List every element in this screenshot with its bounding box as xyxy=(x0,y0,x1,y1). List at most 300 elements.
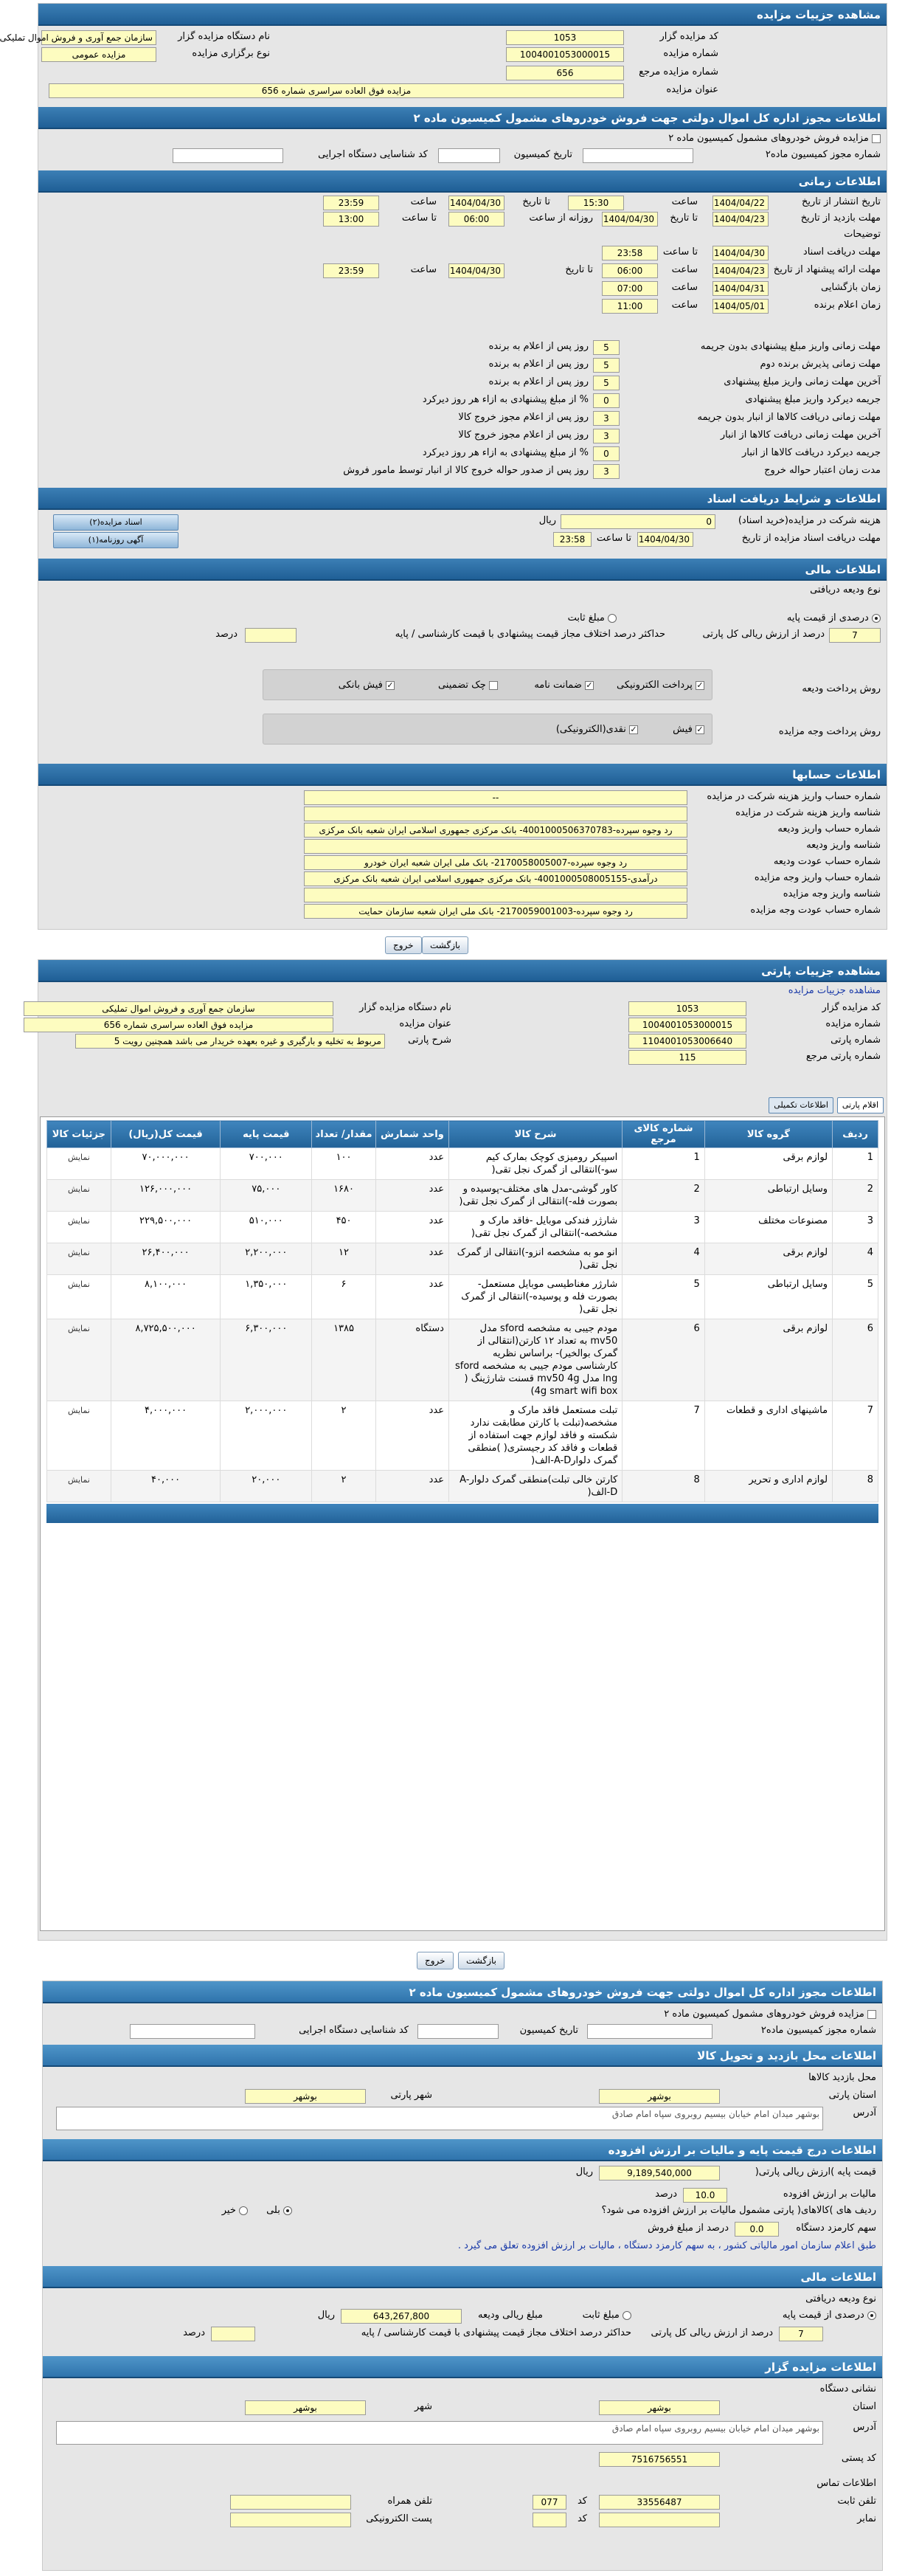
fax-code-field xyxy=(533,2513,566,2527)
vat-no-radio[interactable] xyxy=(239,2206,248,2215)
publish-from-time-field: 15:30 xyxy=(568,196,624,210)
code-field: 1053 xyxy=(506,30,624,45)
rule-value: 3 xyxy=(593,411,620,426)
permit2-title: اطلاعات مجوز اداره کل اموال دولتی جهت فروش خودروهای مشمول کمیسیون ماده ۲ xyxy=(43,1981,882,2003)
table-cell: ۸,۱۰۰,۰۰۰ xyxy=(111,1275,221,1319)
table-cell: ۲,۲۰۰,۰۰۰ xyxy=(221,1243,312,1275)
show-detail-link[interactable]: نمایش xyxy=(47,1319,111,1401)
table-cell: 4 xyxy=(623,1243,704,1275)
fixed-option-label: مبلغ ثابت xyxy=(567,612,605,624)
show-detail-link[interactable]: نمایش xyxy=(47,1401,111,1471)
permit2-exec-field xyxy=(130,2024,255,2039)
visit-city-label: شهر پارتی xyxy=(390,2090,432,2101)
table-cell: ۱۰۰ xyxy=(312,1148,376,1180)
items-header-cell: واحد شمارش xyxy=(375,1121,448,1148)
vat-label: مالیات بر ارزش افزوده xyxy=(783,2189,876,2200)
account-label: شناسه واریز وجه مزایده xyxy=(783,888,881,899)
show-detail-link[interactable]: نمایش xyxy=(47,1471,111,1502)
visit-to-field: 1404/04/30 xyxy=(602,212,658,227)
org-field: سازمان جمع آوری و فروش اموال تملیکی xyxy=(41,30,156,45)
table-cell: ۵۱۰,۰۰۰ xyxy=(221,1212,312,1243)
party-number-field: 1004001053000015 xyxy=(628,1018,746,1032)
method-cheque[interactable] xyxy=(438,677,498,694)
finance2-fixed-option[interactable] xyxy=(583,2307,631,2324)
party-info-block xyxy=(38,1000,887,1074)
party-ref-field: 115 xyxy=(628,1050,746,1065)
vat-no-label: خیر xyxy=(221,2205,236,2216)
auction-detail-panel xyxy=(0,3,887,950)
finance-block xyxy=(38,582,887,759)
publish-to-time-field: 23:59 xyxy=(323,196,379,210)
newspaper-ad-button[interactable]: آگهی روزنامه(۱) xyxy=(53,532,178,548)
account-value xyxy=(304,839,687,854)
phone-code-label: کد xyxy=(577,2496,587,2507)
items-header-cell: ردیف xyxy=(833,1121,878,1148)
table-cell: لوازم اداری و تحریر xyxy=(704,1471,832,1502)
visit-city-field: بوشهر xyxy=(245,2089,366,2104)
permit2-check-label: مزایده فروش خودروهای مشمول کمیسیون ماده ۲ xyxy=(664,2009,864,2020)
table-cell: 6 xyxy=(623,1319,704,1401)
items-header-cell: قیمت پایه xyxy=(221,1121,312,1148)
tab-extra-info[interactable]: اطلاعات تکمیلی xyxy=(769,1097,833,1113)
auctioneer-title: اطلاعات مزایده گزار xyxy=(43,2356,882,2378)
table-cell: ۴۰,۰۰۰ xyxy=(111,1471,221,1502)
account-label: شناسه واریز ودیعه xyxy=(806,840,881,851)
table-cell: ۱۲ xyxy=(312,1243,376,1275)
account-value: رد وجوه سپرده-4001000506370783- بانک مرکزی جمهوری اسلامی ایران شعبه بانک مرکزی xyxy=(304,823,687,838)
table-cell: 3 xyxy=(623,1212,704,1243)
rule-value: 3 xyxy=(593,464,620,479)
table-cell: 5 xyxy=(623,1275,704,1319)
percent-radio[interactable] xyxy=(872,614,881,623)
offer-to-time-field: 23:59 xyxy=(323,263,379,278)
table-cell: ۱۶۸۰ xyxy=(312,1180,376,1212)
exit-button-1[interactable]: خروج xyxy=(385,936,422,954)
table-cell: 2 xyxy=(623,1180,704,1212)
vat-yes-radio[interactable] xyxy=(283,2206,292,2215)
permit2-check-row xyxy=(664,2006,876,2023)
table-cell: 8 xyxy=(833,1471,878,1502)
table-cell: ۴۵۰ xyxy=(312,1212,376,1243)
finance2-title: اطلاعات مالی xyxy=(43,2266,882,2288)
table-cell: ماشینهای اداری و قطعات xyxy=(704,1401,832,1471)
account-value: رد وجوه سپرده-2170059001003- بانک ملی ایران شعبه سازمان حمایت xyxy=(304,904,687,919)
accounts-block xyxy=(38,789,887,935)
account-label: شماره حساب واریز ودیعه xyxy=(777,823,881,835)
table-cell: 1 xyxy=(623,1148,704,1180)
rule-unit: روز پس از اعلام مجوز خروج کالا xyxy=(458,412,589,423)
table-cell: ۶,۳۰۰,۰۰۰ xyxy=(221,1319,312,1401)
to-date-label-3: تا تاریخ xyxy=(565,264,593,275)
exit-button-2[interactable]: خروج xyxy=(417,1952,454,1969)
table-cell: 8 xyxy=(623,1471,704,1502)
table-cell: کارتن خالی تبلت)منطقی گمرک دلوارA-D-الف( xyxy=(448,1471,622,1502)
table-cell: 7 xyxy=(623,1401,704,1471)
table-cell: ۷۰,۰۰۰,۰۰۰ xyxy=(111,1148,221,1180)
show-detail-link[interactable]: نمایش xyxy=(47,1148,111,1180)
deposit-method-label: روش پرداخت ودیعه xyxy=(802,683,881,694)
rule-unit: روز پس از اعلام به برنده xyxy=(488,341,589,352)
finance2-currency: ریال xyxy=(317,2310,335,2321)
rule-label: مهلت زمانی واریز مبلغ پیشنهادی بدون جریمه xyxy=(700,341,881,352)
docs-block xyxy=(38,513,887,557)
timing-title: اطلاعات زمانی xyxy=(38,170,887,193)
max-diff-unit: درصد xyxy=(215,629,237,640)
auction-detail-title: مشاهده جزییات مزایده xyxy=(38,4,887,26)
rule-unit: روز پس از اعلام مجوز خروج کالا xyxy=(458,429,589,441)
percent-option-label: درصدی از قیمت پایه xyxy=(786,612,869,624)
method-receipt-checkbox[interactable]: ✓ xyxy=(386,680,394,690)
rule-label: جریمه دیرکرد دریافت کالاها از انبار xyxy=(742,447,881,458)
fixed-option[interactable] xyxy=(568,610,617,626)
permit-check-label: مزایده فروش خودروهای مشمول کمیسیون ماده ۲ xyxy=(668,133,869,144)
tax-title: اطلاعات درج قیمت پایه و مالیات بر ارزش افزوده xyxy=(43,2139,882,2161)
rule-value: 5 xyxy=(593,376,620,390)
vat-unit: درصد xyxy=(655,2189,677,2200)
rule-unit: روز پس از اعلام به برنده xyxy=(488,376,589,387)
permit2-no-label: شماره مجوز کمیسیون ماده۲ xyxy=(760,2025,876,2036)
exec-id-label: کد شناسایی دستگاه اجرایی xyxy=(318,149,428,160)
table-cell: ۴,۰۰۰,۰۰۰ xyxy=(111,1401,221,1471)
table-cell: عدد xyxy=(375,1243,448,1275)
party-extra-panel xyxy=(42,1981,883,2571)
rule-value: 0 xyxy=(593,393,620,408)
fax-field xyxy=(599,2513,720,2527)
publish-from-field: 1404/04/22 xyxy=(712,196,769,210)
share-label: سهم کارمزد دستگاه xyxy=(796,2223,876,2234)
table-row xyxy=(47,1180,878,1212)
ref-field: 656 xyxy=(506,66,624,80)
party-no-label: شماره پارتی xyxy=(831,1035,881,1046)
mobile-label: تلفن همراه xyxy=(387,2496,432,2507)
visit-from-field: 1404/04/23 xyxy=(712,212,769,227)
table-cell: ۲۲۹,۵۰۰,۰۰۰ xyxy=(111,1212,221,1243)
finance2-percent-field: 7 xyxy=(779,2327,823,2341)
finance2-max-diff-field xyxy=(211,2327,255,2341)
rule-unit: روز پس از اعلام به برنده xyxy=(488,359,589,370)
tab-party-items[interactable]: اقلام پارتی xyxy=(837,1097,884,1113)
price-method-cash[interactable] xyxy=(556,722,638,738)
docs-deadline-date: 1404/04/30 xyxy=(637,532,693,547)
visit-address-field: بوشهر میدان امام خیابان بیسیم روبروی سپاه امام صادق xyxy=(56,2107,823,2130)
table-cell: ۷۵,۰۰۰ xyxy=(221,1180,312,1212)
table-cell: 2 xyxy=(833,1180,878,1212)
offer-from-label: مهلت ارائه پیشنهاد از تاریخ xyxy=(773,264,881,275)
publish-to-field: 1404/04/30 xyxy=(448,196,504,210)
table-cell: اسپیکر رومیزی کوچک بمارک کیم سو-)انتقالی از گمرک نجل تقی( xyxy=(448,1148,622,1180)
auctioneer-city-label: شهر xyxy=(414,2401,432,2412)
percent-desc: درصد از ارزش ریالی کل پارتی xyxy=(702,629,825,640)
vat-question: ردیف های )کالاهای( پارتی مشمول مالیات بر ارزش افزوده می شود؟ xyxy=(601,2205,876,2216)
until-time-label: تا ساعت xyxy=(401,213,437,224)
table-row xyxy=(47,1319,878,1401)
docs-button[interactable]: اسناد مزایده(۲) xyxy=(53,514,178,531)
method-guarantee-label: ضمانت نامه xyxy=(534,680,582,691)
method-guarantee[interactable] xyxy=(534,677,594,694)
rule-label: مهلت زمانی دریافت کالاها از انبار بدون جریمه xyxy=(697,412,881,423)
type-field: مزایده عمومی xyxy=(41,47,156,62)
finance2-percent-radio[interactable] xyxy=(867,2311,876,2320)
method-guarantee-checkbox[interactable]: ✓ xyxy=(586,680,593,690)
rule-label: آخرین مهلت زمانی دریافت کالاها از انبار xyxy=(720,429,881,441)
vat-yes-label: بلی xyxy=(266,2205,280,2216)
show-detail-link[interactable]: نمایش xyxy=(47,1180,111,1212)
party-code-label: کد مزایده گزار xyxy=(822,1002,881,1013)
price-methods-group xyxy=(263,714,712,745)
account-label: شماره حساب عودت وجه مزایده xyxy=(750,905,881,916)
table-cell: عدد xyxy=(375,1180,448,1212)
table-cell: 6 xyxy=(833,1319,878,1401)
account-label: شناسه واریز هزینه شرکت در مزایده xyxy=(735,807,881,818)
party-subtitle: مشاهده جزییات مزایده xyxy=(788,985,881,996)
table-cell: ۲,۰۰۰,۰۰۰ xyxy=(221,1401,312,1471)
exec-id-field xyxy=(173,148,283,163)
fixed-radio[interactable] xyxy=(608,614,617,623)
items-table-frame xyxy=(40,1116,885,1931)
time-label-2: ساعت xyxy=(410,196,437,207)
rule-label: مهلت زمانی پذیرش برنده دوم xyxy=(760,359,881,370)
publish-from-label: تاریخ انتشار از تاریخ xyxy=(801,196,881,207)
items-table-footer xyxy=(46,1504,878,1523)
back-button-2[interactable]: بازگشت xyxy=(458,1952,504,1969)
account-value: -- xyxy=(304,790,687,805)
method-electronic[interactable] xyxy=(617,677,704,694)
price-method-receipt[interactable] xyxy=(673,722,704,738)
items-header-cell: مقدار/ تعداد xyxy=(312,1121,376,1148)
rule-unit: % از مبلغ پیشنهادی به ازاء هر روز دیرکرد xyxy=(422,394,589,405)
table-cell: مودم جیبی به مشخصه sford مدل mv50 به تعداد ۱۲ کارتن(انتقالی از گمرک بوالخیر)- براساس نظریه کارشناسی مودم جیبی به مشخصه sford lng مدل mv50 4g قسنت شارژینگ ( 4g smart wifi box) xyxy=(448,1319,622,1401)
finance2-percent-label: درصدی از قیمت پایه xyxy=(782,2310,864,2321)
party-no-field: 1104001053006640 xyxy=(628,1034,746,1049)
account-value: درآمدی-4001000508005155- بانک مرکزی جمهوری اسلامی ایران شعبه بانک مرکزی xyxy=(304,871,687,886)
docs-title: اطلاعات و شرایط دریافت اسناد xyxy=(38,488,887,510)
party-ref-label: شماره پارتی مرجع xyxy=(805,1051,881,1062)
vat-no[interactable] xyxy=(222,2203,248,2219)
rules-block xyxy=(38,339,887,486)
table-cell: ۱۲۶,۰۰۰,۰۰۰ xyxy=(111,1180,221,1212)
time-label-6: ساعت xyxy=(671,300,698,311)
auctioneer-address-field: بوشهر میدان امام خیابان بیسیم روبروی سپاه امام صادق xyxy=(56,2421,823,2445)
mobile-field xyxy=(230,2495,351,2510)
visit-title: اطلاعات محل بازدید و تحویل کالا xyxy=(43,2045,882,2067)
finance2-fixed-label: مبلغ ثابت xyxy=(582,2310,620,2321)
party-desc-label: شرح پارتی xyxy=(408,1035,451,1046)
show-detail-link[interactable]: نمایش xyxy=(47,1212,111,1243)
deposit-type-label: نوع ودیعه دریافتی xyxy=(810,584,881,595)
daily-from-field: 06:00 xyxy=(448,212,504,227)
code-label: کد مزایده گزار xyxy=(659,31,718,42)
table-row xyxy=(47,1148,878,1180)
share-unit: درصد از مبلغ فروش xyxy=(648,2223,729,2234)
open-time-field: 07:00 xyxy=(602,281,658,296)
table-cell: عدد xyxy=(375,1275,448,1319)
table-cell: 1 xyxy=(833,1148,878,1180)
auction-info-block xyxy=(0,26,887,113)
org-label: نام دستگاه مزایده گزار xyxy=(178,31,270,42)
finance2-fixed-radio[interactable] xyxy=(623,2311,631,2320)
method-cheque-label: چک تضمینی xyxy=(437,680,486,691)
offer-from-time-field: 06:00 xyxy=(602,263,658,278)
percent-field: 7 xyxy=(829,628,881,643)
number-field: 1004001053000015 xyxy=(506,47,624,62)
method-cheque-checkbox[interactable] xyxy=(489,681,498,690)
announce-date-field: 1404/05/01 xyxy=(712,299,769,314)
show-detail-link[interactable]: نمایش xyxy=(47,1243,111,1275)
table-cell: 3 xyxy=(833,1212,878,1243)
rule-unit: % از مبلغ پیشنهادی به ازاء هر روز دیرکرد xyxy=(422,447,589,458)
table-cell: شارژر فندکی موبایل -فاقد مارک و مشخصه-)انتقالی از گمرک نجل تقی( xyxy=(448,1212,622,1243)
price-method-cash-label: نقدی(الکترونیکی) xyxy=(555,724,626,735)
party-org-field: سازمان جمع آوری و فروش اموال تملیکی xyxy=(24,1001,333,1016)
type-label: نوع برگزاری مزایده xyxy=(192,48,270,59)
price-method-receipt-label: فیش xyxy=(673,724,693,735)
base-price-currency: ریال xyxy=(575,2166,593,2178)
visit-from-label: مهلت بازدید از تاریخ xyxy=(800,213,881,224)
auctioneer-address-title: نشانی دستگاه xyxy=(819,2383,876,2394)
fee-field: 0 xyxy=(561,514,715,529)
permit2-exec-label: کد شناسایی دستگاه اجرایی xyxy=(299,2025,409,2036)
account-label: شماره حساب واریز وجه مزایده xyxy=(754,872,881,883)
auctioneer-province-label: استان xyxy=(853,2401,876,2412)
fax-label: نمابر xyxy=(857,2513,876,2524)
account-label: شماره حساب واریز هزینه شرکت در مزایده xyxy=(707,791,881,802)
table-cell: انو مو به مشخصه انزو-)انتقالی از گمرک نجل تقی( xyxy=(448,1243,622,1275)
rule-value: 5 xyxy=(593,340,620,355)
auctioneer-city-field: بوشهر xyxy=(245,2400,366,2415)
party-tabs xyxy=(739,1096,887,1115)
docs-deadline-time: 23:58 xyxy=(553,532,592,547)
table-cell: ۲۶,۴۰۰,۰۰۰ xyxy=(111,1243,221,1275)
max-diff-field xyxy=(245,628,297,643)
permit2-no-field xyxy=(587,2024,712,2039)
visit-province-label: استان پارتی xyxy=(828,2090,876,2101)
email-field xyxy=(230,2513,351,2527)
contact-title: اطلاعات تماس xyxy=(816,2478,876,2489)
ref-label: شماره مزایده مرجع xyxy=(639,66,718,77)
permit2-date-field xyxy=(417,2024,499,2039)
rule-label: مدت زمان اعتبار حواله خروج xyxy=(764,465,881,476)
back-button-1[interactable]: بازگشت xyxy=(422,936,468,954)
auctioneer-postal-field: 7516756551 xyxy=(599,2452,720,2467)
finance2-percent-option[interactable] xyxy=(783,2307,876,2324)
open-date-field: 1404/04/31 xyxy=(712,281,769,296)
table-cell: تبلت مستعمل فاقد مارک و مشخصه(تبلت با کارتن مطابقت ندارد شکسته و فاقد لوازم جهت استفاده از قطعات و فاقد کد رجیستری( )منطقی گمرک دلوارA-D-الف( xyxy=(448,1401,622,1471)
table-cell: شارژر مغناطیسی موبایل مستعمل-بصورت فله و پوسیده-)انتقالی از گمرک نجل تقی( xyxy=(448,1275,622,1319)
table-cell: وسایل ارتباطی xyxy=(704,1180,832,1212)
table-cell: ۱۳۸۵ xyxy=(312,1319,376,1401)
desc-label: توضیحات xyxy=(844,229,881,240)
email-label: پست الکترونیکی xyxy=(366,2513,432,2524)
finance-title: اطلاعات مالی xyxy=(38,559,887,581)
vat-yes[interactable] xyxy=(266,2203,292,2219)
table-cell: ۱,۳۵۰,۰۰۰ xyxy=(221,1275,312,1319)
offer-to-field: 1404/04/30 xyxy=(448,263,504,278)
table-row xyxy=(47,1401,878,1471)
table-cell: عدد xyxy=(375,1148,448,1180)
visit-address-label: آدرس xyxy=(853,2107,876,2119)
table-row xyxy=(47,1275,878,1319)
announce-label: زمان اعلام برنده xyxy=(814,300,881,311)
permit2-checkbox[interactable] xyxy=(867,2010,876,2019)
table-cell: مصنوعات مختلف xyxy=(704,1212,832,1243)
auctioneer-block xyxy=(43,2381,882,2566)
table-cell: ۲ xyxy=(312,1401,376,1471)
price-method-cash-checkbox[interactable]: ✓ xyxy=(630,724,637,734)
doc-deadline-time-field: 23:58 xyxy=(602,246,658,260)
vat-note: طبق اعلام سازمان امور مالیاتی کشور ، به سهم کارمزد دستگاه ، مالیات بر ارزش افزوده تعلق می گیرد . xyxy=(457,2240,876,2251)
visit-block xyxy=(43,2070,882,2136)
visit-place-label: محل بازدید کالاها xyxy=(808,2072,876,2083)
visit-province-field: بوشهر xyxy=(599,2089,720,2104)
account-value xyxy=(304,888,687,902)
docs-time-label: تا ساعت xyxy=(596,533,631,544)
party-org-label: نام دستگاه مزایده گزار xyxy=(359,1002,451,1013)
rule-value: 3 xyxy=(593,429,620,443)
table-cell: عدد xyxy=(375,1471,448,1502)
time-label-4: ساعت xyxy=(410,264,437,275)
auctioneer-address-label: آدرس xyxy=(853,2422,876,2433)
items-header-cell: شماره کالای مرجع xyxy=(623,1121,704,1148)
method-electronic-label: پرداخت الکترونیکی xyxy=(617,680,693,691)
doc-deadline-field: 1404/04/30 xyxy=(712,246,769,260)
doc-deadline-label: مهلت دریافت اسناد xyxy=(802,246,881,258)
account-label: شماره حساب عودت ودیعه xyxy=(773,856,881,867)
phone-code-field: 077 xyxy=(533,2495,566,2510)
commission-date-label: تاریخ کمیسیون xyxy=(513,149,572,160)
announce-time-field: 11:00 xyxy=(602,299,658,314)
permit-title: اطلاعات مجوز اداره کل اموال دولتی جهت فروش خودروهای مشمول کمیسیون ماده ۲ xyxy=(38,107,887,129)
to-date-label-2: تا تاریخ xyxy=(670,213,698,224)
percent-option[interactable] xyxy=(787,610,881,626)
price-method-receipt-checkbox[interactable]: ✓ xyxy=(696,724,704,734)
items-table-header xyxy=(47,1121,878,1148)
rule-value: 0 xyxy=(593,446,620,461)
tax-block xyxy=(43,2164,882,2268)
items-header-cell: گروه کالا xyxy=(704,1121,832,1148)
table-cell: وسایل ارتباطی xyxy=(704,1275,832,1319)
docs-deadline-label: مهلت دریافت اسناد مزایده از تاریخ xyxy=(741,533,881,544)
fee-label: هزینه شرکت در مزایده(خرید اسناد) xyxy=(738,515,881,526)
table-cell: ۲ xyxy=(312,1471,376,1502)
accounts-title: اطلاعات حسابها xyxy=(38,764,887,786)
rule-value: 5 xyxy=(593,358,620,373)
table-cell: 7 xyxy=(833,1401,878,1471)
show-detail-link[interactable]: نمایش xyxy=(47,1275,111,1319)
table-cell: 4 xyxy=(833,1243,878,1275)
table-cell: ۸,۷۲۵,۵۰۰,۰۰۰ xyxy=(111,1319,221,1401)
method-electronic-checkbox[interactable]: ✓ xyxy=(696,680,704,690)
phone-label: تلفن ثابت xyxy=(837,2496,876,2507)
share-field: 0.0 xyxy=(735,2222,779,2237)
finance2-block xyxy=(43,2291,882,2358)
price-method-label: روش پرداخت وجه مزایده xyxy=(778,726,881,737)
auctioneer-postal-label: کد پستی xyxy=(841,2453,876,2464)
daily-to-field: 13:00 xyxy=(323,212,379,227)
subject-label: عنوان مزایده xyxy=(666,84,718,95)
table-row xyxy=(47,1243,878,1275)
phone-field: 33556487 xyxy=(599,2495,720,2510)
method-receipt-label: فیش بانکی xyxy=(338,680,383,691)
table-cell: لوازم برقی xyxy=(704,1319,832,1401)
finance2-amount-field: 643,267,800 xyxy=(341,2309,462,2324)
party-desc-field: مربوط به تخلیه و بارگیری و غیره بعهده خریدار می باشد همچنین رویت 5 xyxy=(75,1034,385,1049)
time-label-5: ساعت xyxy=(671,282,698,293)
table-cell: کاور گوشی-مدل های مختلف-پوسیده و بصورت فله-)انتقالی از گمرک نجل تقی( xyxy=(448,1180,622,1212)
items-table xyxy=(46,1120,878,1502)
permit-checkbox[interactable] xyxy=(872,134,881,143)
party-subject-field: مزایده فوق العاده سراسری شماره 656 xyxy=(24,1018,333,1032)
method-receipt[interactable] xyxy=(339,677,395,694)
